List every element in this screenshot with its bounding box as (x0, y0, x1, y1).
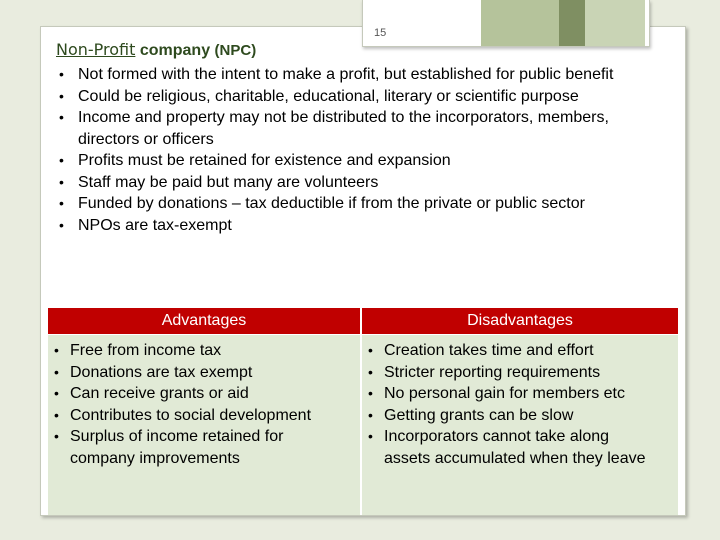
disadvantages-cell (362, 335, 678, 515)
corner-decoration (362, 0, 650, 47)
list-item: • NPOs are tax-exempt (56, 215, 656, 237)
list-item: • Could be religious, charitable, educational, literary or scientific purpose (56, 86, 656, 108)
advantages-cell (48, 335, 360, 515)
advantages-disadvantages-table (48, 308, 678, 488)
advantages-header: Advantages (48, 308, 360, 334)
title-rest: company (135, 42, 215, 59)
disadvantage-item: • Stricter reporting requirements (362, 362, 678, 384)
advantage-item: • Donations are tax exempt (48, 362, 360, 384)
corner-stripe (559, 0, 585, 46)
title-paren: (NPC) (214, 42, 257, 59)
disadvantage-item: • Incorporators cannot take along assets accumulated when they leave (362, 426, 678, 469)
list-item: • Profits must be retained for existence and expansion (56, 150, 656, 172)
advantage-item: • Surplus of income retained for company improvements (48, 426, 360, 469)
list-item: • Not formed with the intent to make a profit, but established for public benefit (56, 64, 656, 86)
advantage-item: • Contributes to social development (48, 405, 360, 427)
advantage-item: • Free from income tax (48, 340, 360, 362)
characteristics-list (56, 64, 656, 236)
page-number: 15 (374, 27, 387, 39)
corner-stripe (585, 0, 645, 46)
advantage-item: • Can receive grants or aid (48, 383, 360, 405)
list-item: • Staff may be paid but many are volunteers (56, 172, 656, 194)
list-item: • Income and property may not be distributed to the incorporators, members, directors or officers (56, 107, 656, 150)
list-item: • Funded by donations – tax deductible if from the private or public sector (56, 193, 656, 215)
disadvantages-header: Disadvantages (362, 308, 678, 334)
disadvantage-item: • No personal gain for members etc (362, 383, 678, 405)
disadvantage-item: • Creation takes time and effort (362, 340, 678, 362)
title-npo: Non-Profit (56, 40, 136, 59)
slide-title (56, 40, 256, 60)
corner-stripe (481, 0, 559, 46)
disadvantage-item: • Getting grants can be slow (362, 405, 678, 427)
